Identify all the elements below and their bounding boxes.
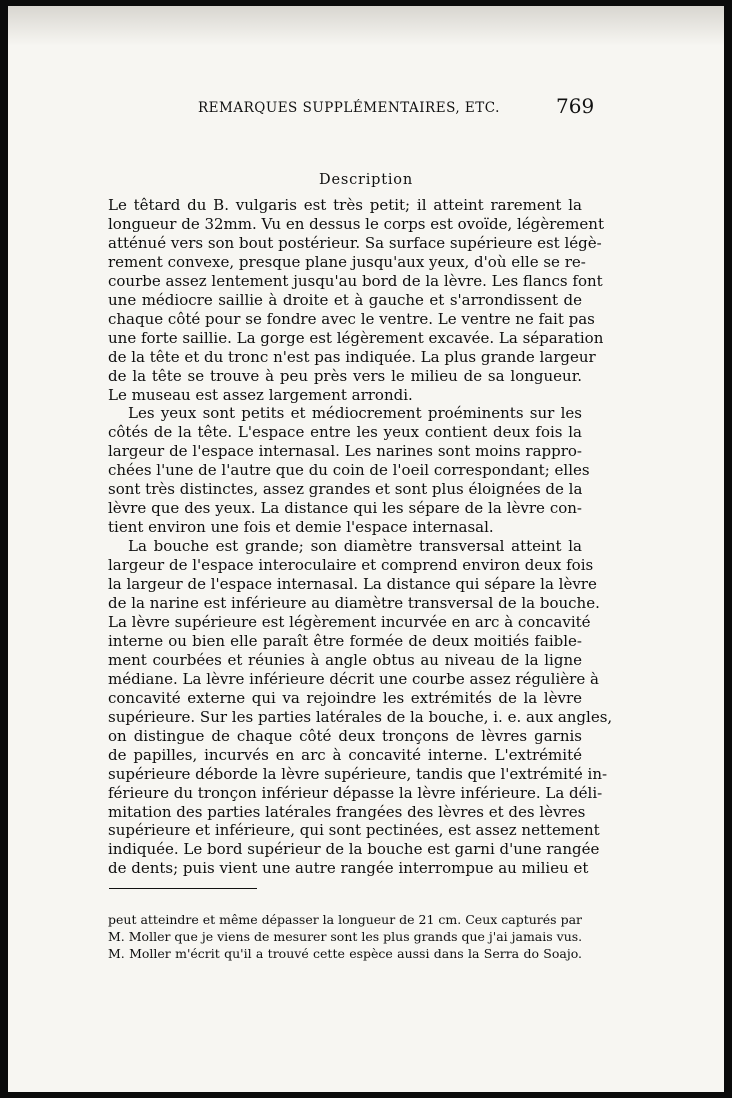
- text-line: supérieure et inférieure, qui sont pectinées, est assez nettement: [108, 821, 600, 840]
- page-number: 769: [556, 94, 595, 118]
- text-line: concavité externe qui va rejoindre les extrémités de la lèvre: [108, 688, 582, 707]
- footnote-line: M. Moller m'écrit qu'il a trouvé cette espèce aussi dans la Serra do Soajo.: [108, 946, 582, 961]
- text-line: de la tête se trouve à peu près vers le milieu de sa longueur.: [108, 366, 582, 385]
- text-line: interne ou bien elle paraît être formée de deux moitiés faible-: [108, 631, 582, 650]
- text-line: tient environ une fois et demie l'espace internasal.: [108, 518, 494, 537]
- text-line: mitation des parties latérales frangées des lèvres et des lèvres: [108, 802, 586, 821]
- text-line: une médiocre saillie à droite et à gauche et s'arrondissent de: [108, 290, 582, 309]
- body-text: [108, 196, 613, 878]
- text-line: on distingue de chaque côté deux tronçons de lèvres garnis: [108, 726, 582, 745]
- text-line: Le têtard du B. vulgaris est très petit; il atteint rarement la: [108, 196, 582, 214]
- text-line: rement convexe, presque plane jusqu'aux yeux, d'où elle se re-: [108, 252, 586, 271]
- text-line: supérieure. Sur les parties latérales de la bouche, i. e. aux angles,: [108, 707, 613, 726]
- text-line: de papilles, incurvés en arc à concavité interne. L'extrémité: [108, 745, 582, 764]
- text-line: de dents; puis vient une autre rangée interrompue au milieu et: [108, 859, 589, 878]
- text-line: largeur de l'espace interoculaire et comprend environ deux fois: [108, 556, 594, 575]
- footnote: [108, 911, 582, 962]
- text-line: la largeur de l'espace internasal. La distance qui sépare la lèvre: [108, 575, 597, 594]
- text-line: lèvre que des yeux. La distance qui les sépare de la lèvre con-: [108, 499, 582, 518]
- text-line: supérieure déborde la lèvre supérieure, tandis que l'extrémité in-: [108, 764, 608, 783]
- text-line: de la narine est inférieure au diamètre transversal de la bouche.: [108, 594, 600, 613]
- text-line: férieure du tronçon inférieur dépasse la lèvre inférieure. La déli-: [108, 783, 603, 802]
- text-line: chaque côté pour se fondre avec le ventre. Le ventre ne fait pas: [108, 309, 595, 328]
- text-line: ment courbées et réunies à angle obtus au niveau de la ligne: [108, 650, 582, 669]
- footnote-line: M. Moller que je viens de mesurer sont les plus grands que j'ai jamais vus.: [108, 929, 583, 944]
- text-line: côtés de la tête. L'espace entre les yeux contient deux fois la: [108, 423, 582, 442]
- footnote-separator: [109, 888, 257, 889]
- text-line: atténué vers son bout postérieur. Sa surface supérieure est légè-: [108, 233, 602, 252]
- text-line: indiquée. Le bord supérieur de la bouche est garni d'une rangée: [108, 840, 600, 859]
- footnote-line: peut atteindre et même dépasser la longueur de 21 cm. Ceux capturés par: [108, 912, 582, 927]
- book-page: [8, 6, 724, 1092]
- text-line: Les yeux sont petits et médiocrement proéminents sur les: [128, 404, 582, 423]
- text-line: de la tête et du tronc n'est pas indiquée. La plus grande largeur: [108, 347, 596, 366]
- text-line: une forte saillie. La gorge est légèrement excavée. La séparation: [108, 328, 604, 347]
- section-title: Description: [319, 172, 413, 188]
- text-line: longueur de 32mm. Vu en dessus le corps est ovoïde, légèrement: [108, 214, 604, 233]
- text-line: La bouche est grande; son diamètre transversal atteint la: [128, 537, 582, 556]
- text-line: médiane. La lèvre inférieure décrit une courbe assez régulière à: [108, 669, 599, 688]
- running-title: REMARQUES SUPPLÉMENTAIRES, ETC.: [198, 100, 500, 116]
- text-line: sont très distinctes, assez grandes et sont plus éloignées de la: [108, 480, 583, 499]
- text-line: largeur de l'espace internasal. Les narines sont moins rappro-: [108, 442, 582, 461]
- text-line: chées l'une de l'autre que du coin de l'oeil correspondant; elles: [108, 461, 590, 480]
- text-line: La lèvre supérieure est légèrement incurvée en arc à concavité: [108, 612, 591, 631]
- text-line: Le museau est assez largement arrondi.: [108, 385, 413, 404]
- text-line: courbe assez lentement jusqu'au bord de la lèvre. Les flancs font: [108, 271, 603, 290]
